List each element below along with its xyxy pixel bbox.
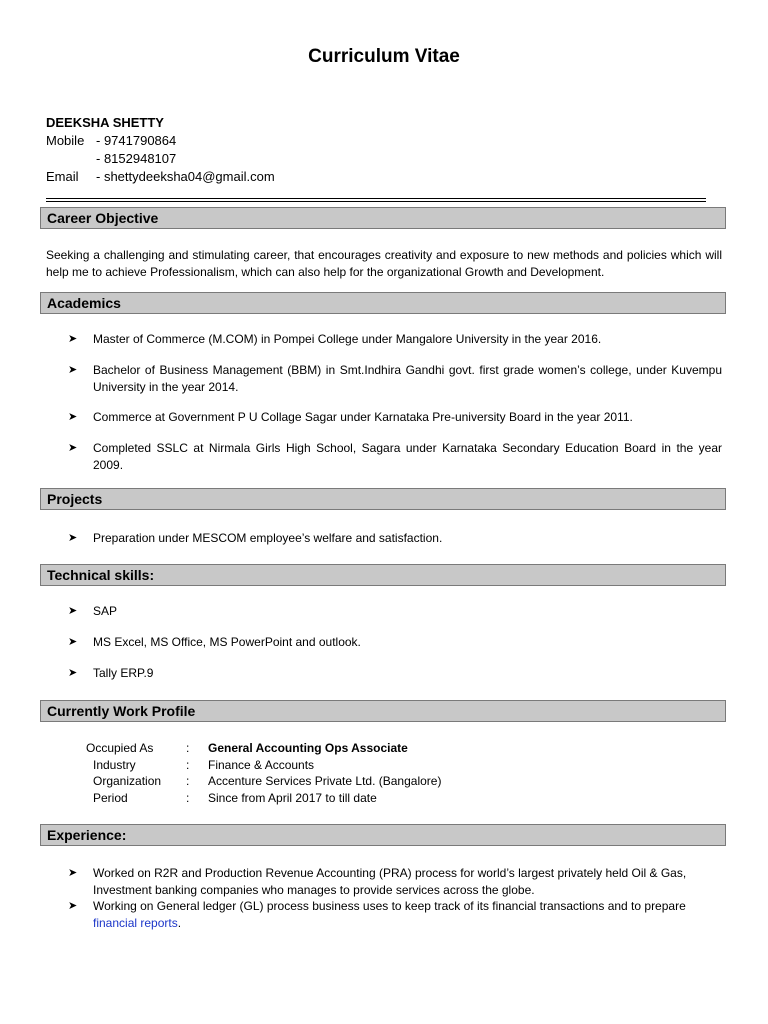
arrowhead-bullet-icon: ➤ [68,411,78,423]
skills-item-3: Tally ERP.9 [93,666,154,680]
profile-row: Period : Since from April 2017 to till date [86,790,441,807]
experience-item-2-text: Working on General ledger (GL) process business uses to keep track of its financial transactions and to prepare [93,899,686,913]
academics-item-1: Master of Commerce (M.COM) in Pompei College under Mangalore University in the year 2016. [93,332,602,346]
arrowhead-bullet-icon: ➤ [68,667,78,679]
section-header-work-profile: Currently Work Profile [40,700,726,722]
profile-row: Occupied As : General Accounting Ops Associate [86,741,408,755]
profile-row: Industry : Finance & Accounts [86,757,441,774]
academics-item-4: Completed SSLC at Nirmala Girls High School, Sagara under Karnataka Secondary Education Board in the year 2009. [93,441,722,472]
section-header-academics: Academics [40,292,726,314]
profile-label: Occupied As [86,741,154,755]
skills-item-1: SAP [93,604,118,618]
list-item [68,898,722,932]
profile-label: Period [93,790,128,805]
arrowhead-bullet-icon: ➤ [68,867,78,879]
email-label: Email [46,169,79,184]
profile-value: Finance & Accounts [208,757,315,772]
financial-reports-link[interactable]: financial reports [93,916,178,930]
profile-value: Since from April 2017 to till date [208,790,377,805]
experience-item-1: Worked on R2R and Production Revenue Accounting (PRA) process for world’s largest privately held Oil & Gas, Investment banking companies who manages to provide services across the globe. [93,866,687,897]
list-item [68,362,722,396]
experience-item-2: Working on General ledger (GL) process business uses to keep track of its financial transactions and to prepare financial reports. [93,899,686,930]
list-item [68,665,722,682]
section-header-projects: Projects [40,488,726,510]
list-item [68,440,722,474]
arrowhead-bullet-icon: ➤ [68,333,78,345]
mobile-label: Mobile [46,133,85,148]
divider-line-bottom [46,201,706,202]
profile-label: Organization [93,774,162,788]
contact-block [46,114,275,186]
profile-value: General Accounting Ops Associate [208,741,408,755]
candidate-name: DEEKSHA SHETTY [46,115,164,130]
academics-item-3: Commerce at Government P U Collage Sagar under Karnataka Pre-university Board in the year 2011. [93,410,633,424]
list-item [68,603,722,620]
list-item [68,634,722,651]
career-objective-text: Seeking a challenging and stimulating career, that encourages creativity and exposure to new methods and policies which will help me to achieve Professionalism, which can also help for the organizational Growth and Development. [46,248,722,279]
mobile-number-1: - 9741790864 [96,133,177,148]
arrowhead-bullet-icon: ➤ [68,442,78,454]
work-profile-table [86,740,441,806]
email-row [46,168,275,186]
arrowhead-bullet-icon: ➤ [68,364,78,376]
arrowhead-bullet-icon: ➤ [68,636,78,648]
email-address: - shettydeeksha04@gmail.com [96,169,275,184]
section-header-experience: Experience: [40,824,726,846]
profile-label: Industry [93,757,136,772]
academics-item-2: Bachelor of Business Management (BBM) in Smt.Indhira Gandhi govt. first grade women’s college, under Kuvempu University in the year 2014. [93,363,722,394]
list-item [68,409,722,426]
arrowhead-bullet-icon: ➤ [68,900,78,912]
section-header-technical-skills: Technical skills: [40,564,726,586]
list-item [68,865,722,899]
arrowhead-bullet-icon: ➤ [68,605,78,617]
mobile-number-2: - 8152948107 [96,151,177,166]
list-item [68,331,722,348]
projects-item-1: Preparation under MESCOM employee’s welfare and satisfaction. [93,531,443,545]
skills-item-2: MS Excel, MS Office, MS PowerPoint and outlook. [93,635,361,649]
document-title: Curriculum Vitae [308,46,460,67]
divider-line-top [46,198,706,199]
mobile-row [46,132,275,150]
mobile-row-2 [46,150,275,168]
list-item [68,530,722,547]
arrowhead-bullet-icon: ➤ [68,532,78,544]
profile-row: Organization : Accenture Services Private Ltd. (Bangalore) [86,773,441,790]
section-header-career-objective: Career Objective [40,207,726,229]
profile-value: Accenture Services Private Ltd. (Bangalore) [208,774,442,788]
